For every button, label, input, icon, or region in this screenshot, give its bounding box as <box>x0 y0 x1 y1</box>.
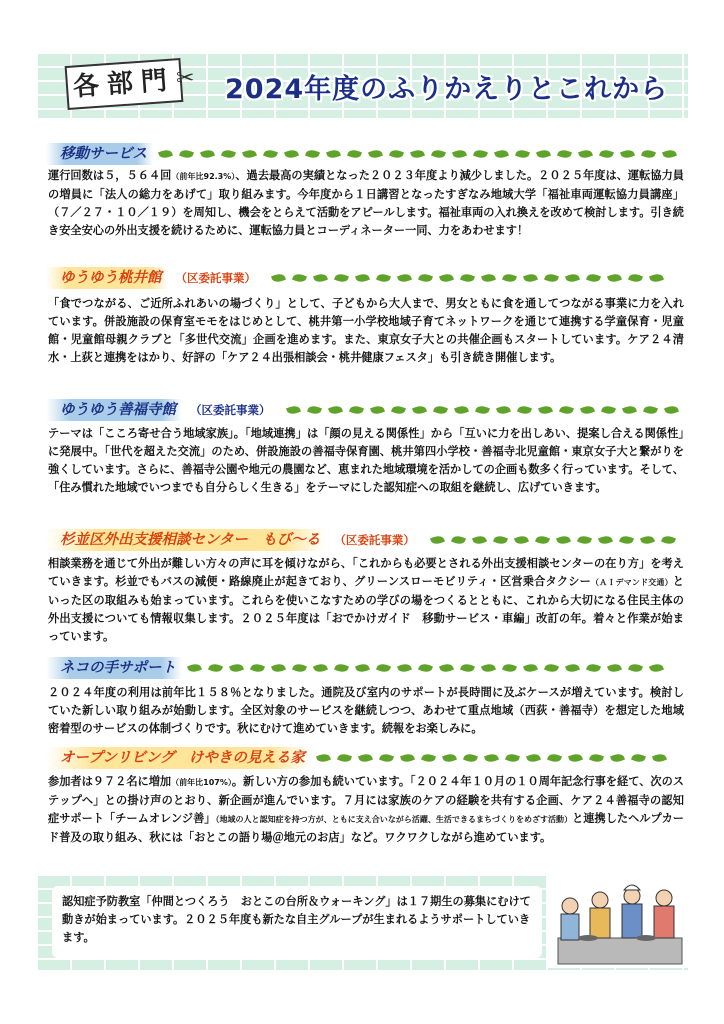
page-title: 2024年度のふりかえりとこれから <box>225 74 669 105</box>
leaf-icon <box>652 752 667 764</box>
section-note: （区委託事業） <box>334 533 415 547</box>
leaf-icon <box>397 272 412 284</box>
leaf-icon <box>544 662 559 674</box>
leaf-icon <box>454 404 469 416</box>
section-heading-mobile <box>46 528 675 552</box>
leaf-icon <box>523 662 538 674</box>
leaf-icon <box>577 534 592 546</box>
leaf-icon <box>286 404 301 416</box>
leaf-icon <box>370 404 385 416</box>
leaf-icon <box>536 148 551 160</box>
leaf-icon <box>473 148 488 160</box>
section-title: 杉並区外出支援相談センター もび～る <box>46 529 326 551</box>
leaf-icon <box>559 404 574 416</box>
leaf-icon <box>502 272 517 284</box>
section-body-zenpukuji: テーマは「こころ寄せ合う地域家族」。「地域連携」は「顔の見える関係性」から「互いに力を出しあい、提案し合える関係性」に発展中。「世代を超えた交流」のため、併設施設の善福寺保育園、桃井第四小学校・善福寺北児童館・東京女子大と繋がりを強くしています。さらに、善福寺公園や地元の農園など、恵まれた地域環境を活かしての企画も数多く行っています。そして、「住み慣れた地域でいつまでも自分らしく生きる」をテーマにした認知症への取組を継続し、広げていきます。 <box>48 427 684 494</box>
leaf-icon <box>439 662 454 674</box>
leaf-icon <box>433 404 448 416</box>
section-heading-transport <box>46 142 676 166</box>
leaf-icon <box>484 752 499 764</box>
leaf-icon <box>589 752 604 764</box>
leaf-icon <box>410 148 425 160</box>
leaf-icon <box>208 662 223 674</box>
leaf-icon <box>514 534 529 546</box>
leaf-icon <box>379 752 394 764</box>
leaf-icon <box>292 662 307 674</box>
leaf-icon <box>418 662 433 674</box>
leaf-icon <box>187 662 202 674</box>
leaf-icon <box>586 272 601 284</box>
footer-text: 認知症予防教室「仲間とつくろう おとこの台所＆ウォーキング」は１７期生の募集にむけて動きが始まっています。２０２５年度も新たな自主グループが生まれるようサポートしていきます。 <box>62 895 531 944</box>
leaf-icon <box>221 148 236 160</box>
section-note: （区委託事業） <box>175 271 256 285</box>
leaf-icon <box>460 272 475 284</box>
leaf-icon <box>505 752 520 764</box>
leaf-icon <box>664 404 679 416</box>
leaf-icon <box>494 148 509 160</box>
leaf-icon <box>586 662 601 674</box>
leaf-icon <box>544 272 559 284</box>
leaf-icon <box>517 404 532 416</box>
leaf-icon <box>565 662 580 674</box>
leaf-icon <box>535 534 550 546</box>
leaf-icon <box>662 148 677 160</box>
leaf-icon <box>431 148 446 160</box>
section-body-openliving: 参加者は９７２名に増加（前年比107%）。新しい方の参加も続いています。「２０２４年１０月の１０周年記念行事を経て、次のステップへ」との掛け声のとおり、新企画が進んでいます。７月には家族のケアの経験を共有する企画、ケア２４善福寺の認知症サポート「チームオレンジ善」（地域の人と認知症を持つ方が、ともに支え合いながら活躍、生活できるまちづくりをめざす活動）と連携したヘルプカード普及の取り組み、秋には「おとこの語り場＠地元のお店」など。ワクワクしながら進めています。 <box>48 775 684 844</box>
leaf-icon <box>292 272 307 284</box>
leaf-icon <box>229 662 244 674</box>
section-body-mobile: 相談業務を通じて外出が難しい方々の声に耳を傾けながら、「これからも必要とされる外出支援相談センターの在り方」を考えていきます。杉並でもバスの減便・路線廃止が起きており、グリーンスローモビリティ・区営乗合タクシー（ＡＩデマンド交通）といった区の取組みも始まっています。これらを使いこなすための学びの場をつくるとともに、これから大切になる住民主体の外出支援についても情報収集します。２０２５年度は「おでかけガイド 移動サービス・車編」改訂の年。着々と作業が始まっています。 <box>48 557 684 643</box>
section-title: ゆうゆう桃井館 <box>46 267 168 289</box>
leaf-icon <box>557 148 572 160</box>
leaf-icon <box>451 534 466 546</box>
leaf-icon <box>334 662 349 674</box>
leaf-icon <box>463 752 478 764</box>
leaf-icon <box>326 148 341 160</box>
section-body-neko: ２０２４年度の利用は前年比１５８％となりました。通院及び室内のサポートが長時間に及ぶケースが増えています。検討していた新しい取り組みが始動します。全区対象のサービスを継続しつつ、あわせて重点地域（西荻・善福寺）を想定した地域密着型のサービスの体制づくりです。秋にむけて進めていきます。続報をお楽しみに。 <box>48 686 684 735</box>
leaf-icon <box>598 534 613 546</box>
leaf-icon <box>200 148 215 160</box>
section-title: オープンリビング けやきの見える家 <box>46 747 311 769</box>
section-heading-openliving <box>46 746 666 770</box>
leaf-icon <box>355 272 370 284</box>
section-heading-momoi <box>46 266 663 290</box>
section-note: （区委託事業） <box>190 403 271 417</box>
leaf-icon <box>601 404 616 416</box>
section-body-momoi: 「食でつながる、ご近所ふれあいの場づくり」として、子どもから大人まで、男女ともに食を通してつながる事業に力を入れています。併設施設の保育室モモをはじめとして、桃井第一小学校地域子育てネットワークを通じて連携する学童保育・児童館・児童館母親クラブと「多世代交流」企画を進めます。また、東京女子大との共催企画もスタートしています。ケア２４清水・上荻と連携をはかり、好評の「ケア２４出張相談会・桃井健康フェスタ」も引き続き開催します。 <box>48 297 684 364</box>
leaf-icon <box>242 148 257 160</box>
leaf-icon <box>607 662 622 674</box>
leaf-icon <box>158 148 173 160</box>
leaf-icon <box>496 404 511 416</box>
leaf-icon <box>526 752 541 764</box>
leaf-icon <box>316 752 331 764</box>
leaf-icon <box>271 272 286 284</box>
leaf-icon <box>452 148 467 160</box>
leaf-icon <box>368 148 383 160</box>
leaf-icon <box>358 752 373 764</box>
leaf-icon <box>460 662 475 674</box>
leaf-icon <box>250 662 265 674</box>
leaf-icon <box>418 272 433 284</box>
leaf-icon <box>631 752 646 764</box>
leaf-icon <box>619 534 634 546</box>
leaf-vine <box>272 274 663 282</box>
leaf-icon <box>568 752 583 764</box>
leaf-icon <box>328 404 343 416</box>
leaf-icon <box>547 752 562 764</box>
leaf-icon <box>523 272 538 284</box>
leaf-icon <box>661 534 676 546</box>
leaf-vine <box>287 406 678 414</box>
leaf-icon <box>397 662 412 674</box>
leaf-icon <box>649 662 664 674</box>
leaf-icon <box>578 148 593 160</box>
leaf-icon <box>641 148 656 160</box>
leaf-icon <box>313 662 328 674</box>
leaf-icon <box>305 148 320 160</box>
section-title: ゆうゆう善福寺館 <box>46 399 182 421</box>
leaf-icon <box>439 272 454 284</box>
leaf-icon <box>389 148 404 160</box>
leaf-icon <box>643 404 658 416</box>
leaf-vine <box>431 536 675 544</box>
leaf-icon <box>640 534 655 546</box>
leaf-icon <box>421 752 436 764</box>
leaf-icon <box>515 148 530 160</box>
leaf-icon <box>622 404 637 416</box>
leaf-icon <box>599 148 614 160</box>
leaf-icon <box>337 752 352 764</box>
leaf-icon <box>538 404 553 416</box>
leaf-icon <box>442 752 457 764</box>
leaf-icon <box>313 272 328 284</box>
leaf-icon <box>334 272 349 284</box>
leaf-icon <box>628 272 643 284</box>
cooking-people-illustration <box>548 876 688 968</box>
section-heading-neko <box>46 656 663 680</box>
leaf-icon <box>400 752 415 764</box>
leaf-vine <box>188 664 663 672</box>
dept-label: 各部門 <box>65 58 184 110</box>
leaf-icon <box>556 534 571 546</box>
leaf-icon <box>502 662 517 674</box>
leaf-vine <box>159 150 676 158</box>
leaf-icon <box>284 148 299 160</box>
section-title: 移動サービス <box>46 143 153 165</box>
leaf-icon <box>472 534 487 546</box>
leaf-icon <box>263 148 278 160</box>
leaf-icon <box>649 272 664 284</box>
leaf-icon <box>412 404 427 416</box>
leaf-icon <box>430 534 445 546</box>
leaf-vine <box>317 754 666 762</box>
leaf-icon <box>481 272 496 284</box>
leaf-icon <box>391 404 406 416</box>
leaf-icon <box>307 404 322 416</box>
section-body-transport: 運行回数は５，５６４回（前年比92.3%）、過去最高の実績となった２０２３年度より減少しました。２０２５年度は、運転協力員の増員に「法人の総力をあげて」取り組みます。今年度から１日講習となったすぎなみ地域大学「福祉車両運転協力員講座」（７／２７・１０／１９）を周知し、機会をとらえて活動をアピールします。福祉車両の入れ換えを改めて検討します。引き続き安全安心の外出支援を続けるために、運転協力員とコーディネーター一同、力をあわせます！ <box>48 169 684 237</box>
leaf-icon <box>179 148 194 160</box>
leaf-icon <box>607 272 622 284</box>
leaf-icon <box>271 662 286 674</box>
section-title: ネコの手サポート <box>46 657 182 679</box>
leaf-icon <box>481 662 496 674</box>
leaf-icon <box>628 662 643 674</box>
leaf-icon <box>580 404 595 416</box>
scissors-icon: ✂ <box>176 66 195 91</box>
leaf-icon <box>475 404 490 416</box>
leaf-icon <box>493 534 508 546</box>
leaf-icon <box>349 404 364 416</box>
leaf-icon <box>565 272 580 284</box>
leaf-icon <box>376 662 391 674</box>
leaf-icon <box>376 272 391 284</box>
leaf-icon <box>610 752 625 764</box>
leaf-icon <box>355 662 370 674</box>
section-heading-zenpukuji <box>46 398 678 422</box>
leaf-icon <box>620 148 635 160</box>
leaf-icon <box>347 148 362 160</box>
